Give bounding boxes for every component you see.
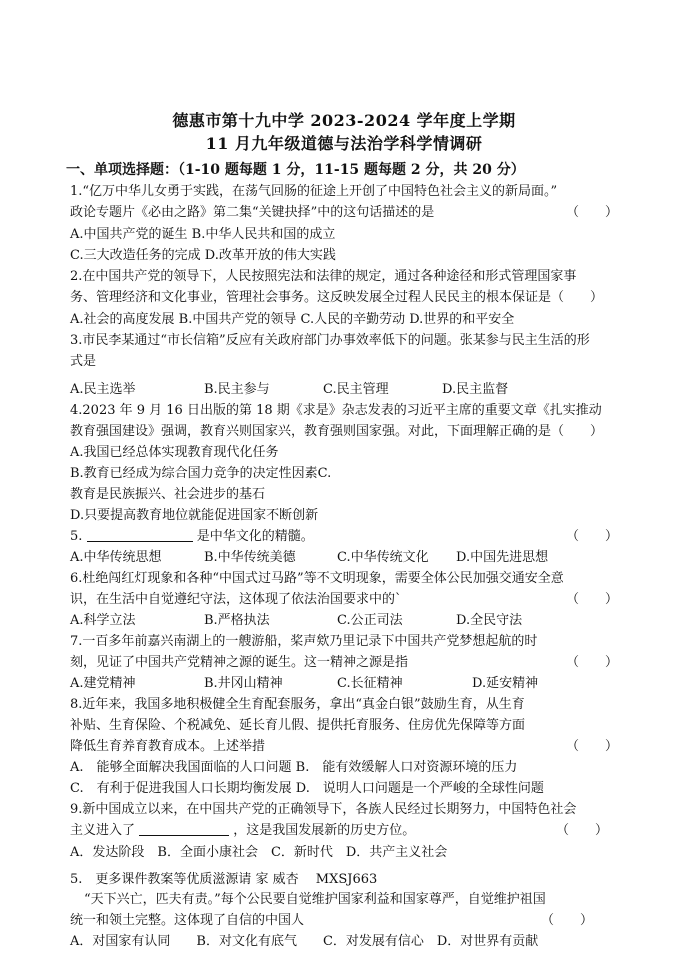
q4-option-d: D.只要提高教育地位就能促进国家不断创新	[70, 508, 319, 523]
q5-stem	[70, 527, 314, 547]
q7-option-c: C.长征精神	[337, 676, 403, 691]
q5-number: 5.	[70, 529, 83, 544]
q7-line-2: 刻，见证了中国共产党精神之源的诞生。这一精神之源是指	[70, 655, 409, 670]
q9-line-2-end: ，这是我国发展新的历史方位。	[233, 823, 416, 838]
q2-line-2: 务、管理经济和文化事业，管理社会事务。这反映发展全过程人民民主的根本保证是（ ）	[70, 290, 604, 305]
q10-line-1: “天下兴亡，匹夫有责。”每个公民要自觉维护国家利益和国家尊严，自觉维护祖国	[84, 892, 546, 907]
q2-options: A.社会的高度发展 B.中国共产党的领导 C.人民的辛勤劳动 D.世界的和平安全	[70, 312, 515, 327]
title-line-2: 11 月九年级道德与法治学科学情调研	[205, 134, 483, 153]
q7-option-a: A.建党精神	[70, 676, 136, 691]
q7-option-b: B.井冈山精神	[204, 676, 283, 691]
q3-option-c: C.民主管理	[323, 382, 389, 397]
q7-line-1: 7.一百多年前嘉兴南湖上的一艘游船，桨声欸乃里记录下中国共产党梦想起航的时	[70, 634, 538, 649]
q6-answer-paren: （ ）	[566, 592, 619, 607]
q7-answer-paren: （ ）	[566, 655, 619, 670]
q2-line-1: 2.在中国共产党的领导下，人民按照宪法和法律的规定，通过各种途径和形式管理国家事	[70, 269, 577, 284]
q5-option-d: D.中国先进思想	[456, 550, 549, 565]
q8-answer-paren: （ ）	[566, 739, 619, 754]
q4-option-b: B.教育已经成为综合国力竞争的决定性因素C.	[70, 466, 332, 481]
q1-options-cd: C.三大改造任务的完成 D.改革开放的伟大实践	[70, 248, 336, 263]
q6-line-1: 6.杜绝闯红灯现象和各种“中国式过马路”等不文明现象，需要全体公民加强交通安全意	[70, 571, 564, 586]
q5-option-a: A.中华传统思想	[70, 550, 162, 565]
q5-fill-blank	[87, 527, 193, 542]
q9-options: A．发达阶段 B．全面小康社会 C．新时代 D．共产主义社会	[70, 845, 448, 860]
q8-line-1: 8.近年来，我国多地积极健全生育配套服务，拿出“真金白银”鼓励生育，从生育	[70, 697, 525, 712]
q6-line-2: 识，在生活中自觉遵纪守法，这体现了依法治国要求中的`	[70, 592, 402, 607]
q8-options-ab: A. 能够全面解决我国面临的人口问题 B. 能有效缓解人口对资源环境的压力	[70, 760, 518, 775]
q5-option-c: C.中华传统文化	[337, 550, 429, 565]
q4-line-2: 教育强国建设》强调，教育兴则国家兴，教育强则国家强。对此，下面理解正确的是（ ）	[70, 424, 604, 439]
q5-stem-rest: 是中华文化的精髓。	[196, 529, 314, 544]
q3-option-a: A.民主选举	[70, 382, 136, 397]
q3-line-2: 式是	[70, 354, 97, 369]
q6-option-a: A.科学立法	[70, 613, 136, 628]
watermark-line: 5. 更多课件教案等优质滋源请 家 威杏 MXSJ663	[70, 872, 378, 887]
q1-line-2: 政论专题片《必由之路》第二集“关键抉择”中的这句话描述的是	[70, 205, 435, 220]
q9-line-2-start: 主义进入了	[70, 823, 136, 838]
q5-option-b: B.中华传统美德	[204, 550, 296, 565]
q1-options-ab: A.中国共产党的诞生 B.中华人民共和国的成立	[70, 227, 336, 242]
q9-fill-blank	[139, 821, 229, 836]
q3-line-1: 3.市民李某通过“市长信箱”反应有关政府部门办事效率低下的问题。张某参与民主生活的形	[70, 333, 590, 348]
q1-line-1: 1.“亿万中华儿女勇于实践，在荡气回肠的征途上开创了中国特色社会主义的新局面。”	[70, 184, 558, 199]
q6-option-c: C.公正司法	[337, 613, 403, 628]
q8-options-cd: C. 有利于促进我国人口长期均衡发展 D. 说明人口问题是一个严峻的全球性问题	[70, 781, 544, 796]
q6-option-d: D.全民守法	[456, 613, 523, 628]
q7-option-d: D.延安精神	[472, 676, 539, 691]
q3-option-b: B.民主参与	[204, 382, 270, 397]
q4-option-a: A.我国已经总体实现教育现代化任务	[70, 445, 279, 460]
title-line-1: 德惠市第十九中学 2023-2024 学年度上学期	[172, 111, 516, 130]
q4-line-1: 4.2023 年 9 月 16 日出版的第 18 期《求是》杂志发表的习近平主席的重要文章《扎实推动	[70, 403, 602, 418]
q8-line-3: 降低生育养育教育成本。上述举措	[70, 739, 266, 754]
q3-option-d: D.民主监督	[442, 382, 509, 397]
q10-options: A．对国家有认同 B．对文化有底气 C．对发展有信心 D．对世界有贡献	[70, 934, 539, 949]
q10-answer-paren: （ ）	[541, 913, 594, 928]
q6-option-b: B.严格执法	[204, 613, 270, 628]
q1-answer-paren: （ ）	[566, 205, 619, 220]
q10-line-2: 统一和领土完整。这体现了自信的中国人	[70, 913, 305, 928]
q5-answer-paren: （ ）	[566, 529, 619, 544]
q4-option-c: 教育是民族振兴、社会进步的基石	[70, 487, 266, 502]
q8-line-2: 补贴、生育保险、个税减免、延长育儿假、提供托育服务、住房优先保障等方面	[70, 718, 526, 733]
q9-answer-paren: （ ）	[556, 823, 609, 838]
section-heading: 一、单项选择题：（1-10 题每题 1 分，11-15 题每题 2 分，共 20 分）	[66, 162, 525, 178]
q9-line-2	[70, 821, 415, 841]
q9-line-1: 9.新中国成立以来，在中国共产党的正确领导下，各族人民经过长期努力，中国特色社会	[70, 802, 577, 817]
